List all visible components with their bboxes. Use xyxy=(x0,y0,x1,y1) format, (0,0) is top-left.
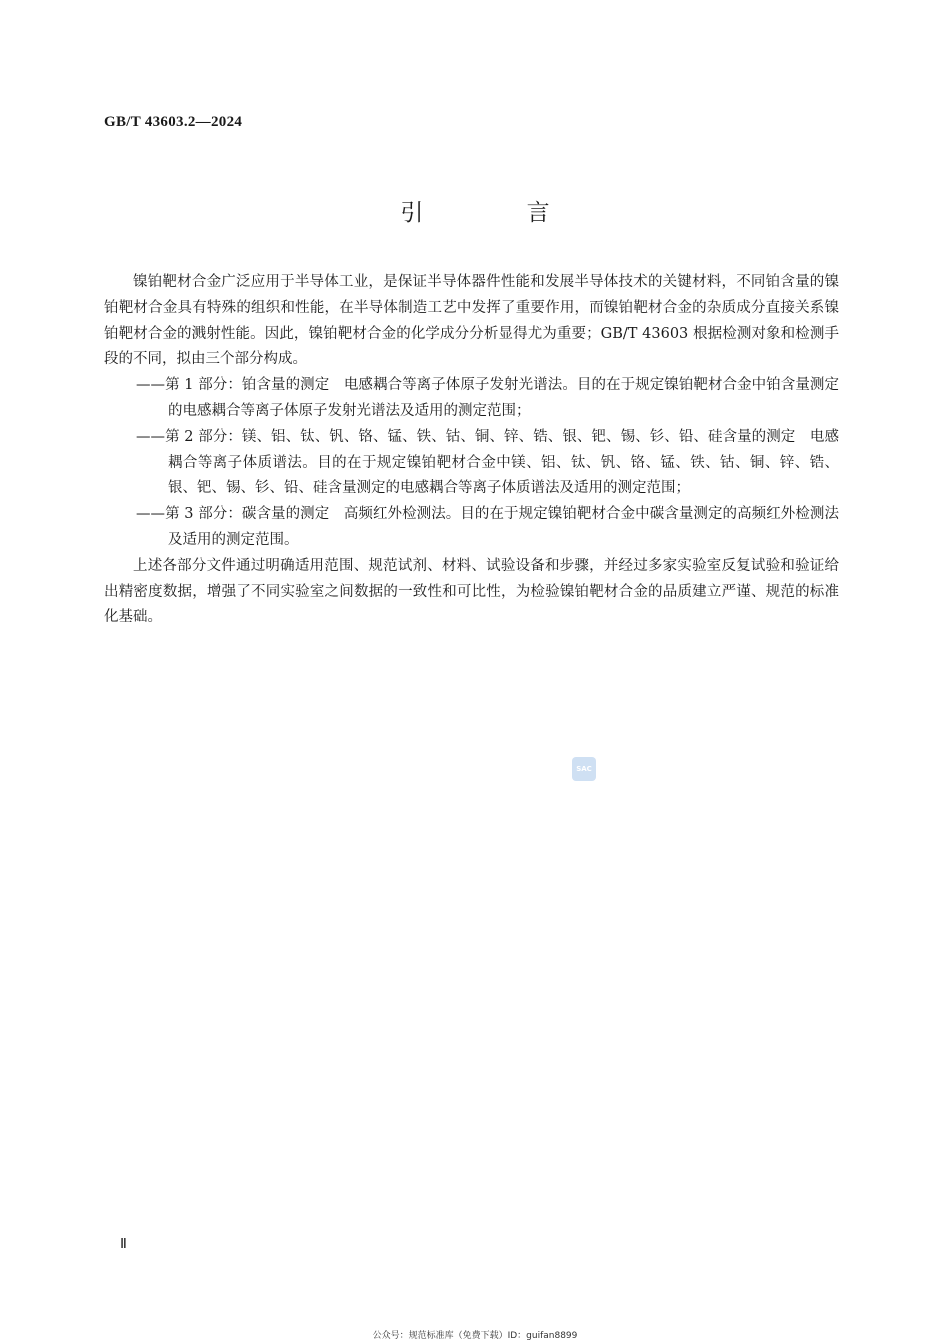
closing-paragraph: 上述各部分文件通过明确适用范围、规范试剂、材料、试验设备和步骤，并经过多家实验室反复试验和验证给出精密度数据，增强了不同实验室之间数据的一致性和可比性，为检验镍铂靶材合金的品质建立严谨、规范的标准化基础。 xyxy=(104,557,839,626)
sac-watermark-logo: SAC xyxy=(572,757,596,781)
standard-code: GB/T 43603.2—2024 xyxy=(104,114,243,130)
page-number: Ⅱ xyxy=(120,1237,127,1252)
list-item-part-3: ——第 3 部分：碳含量的测定 高频红外检测法。目的在于规定镍铂靶材合金中碳含量测定的高频红外检测法及适用的测定范围。 xyxy=(136,506,839,548)
page-title: 引 言 xyxy=(400,200,598,226)
list-item-part-2: ——第 2 部分：镁、铝、钛、钒、铬、锰、铁、钴、铜、锌、锆、银、钯、锡、钐、铅、硅含量的测定 电感耦合等离子体质谱法。目的在于规定镍铂靶材合金中镁、铝、钛、钒、铬、锰、铁、钴、铜、锌、锆、银、钯、锡、钐、铅、硅含量测定的电感耦合等离子体质谱法及适用的测定范围； xyxy=(136,428,839,497)
list-item-part-1: ——第 1 部分：铂含量的测定 电感耦合等离子体原子发射光谱法。目的在于规定镍铂靶材合金中铂含量测定的电感耦合等离子体原子发射光谱法及适用的测定范围； xyxy=(136,377,839,419)
footer-note: 公众号：规范标准库（免费下载）ID：guifan8899 xyxy=(372,1331,578,1341)
intro-paragraph: 镍铂靶材合金广泛应用于半导体工业，是保证半导体器件性能和发展半导体技术的关键材料，不同铂含量的镍铂靶材合金具有特殊的组织和性能，在半导体制造工艺中发挥了重要作用，而镍铂靶材合金的杂质成分直接关系镍铂靶材合金的溅射性能。因此，镍铂靶材合金的化学成分分析显得尤为重要；GB/T 43603 根据检测对象和检测手段的不同，拟由三个部分构成。 xyxy=(104,274,839,368)
body-text xyxy=(104,270,839,631)
